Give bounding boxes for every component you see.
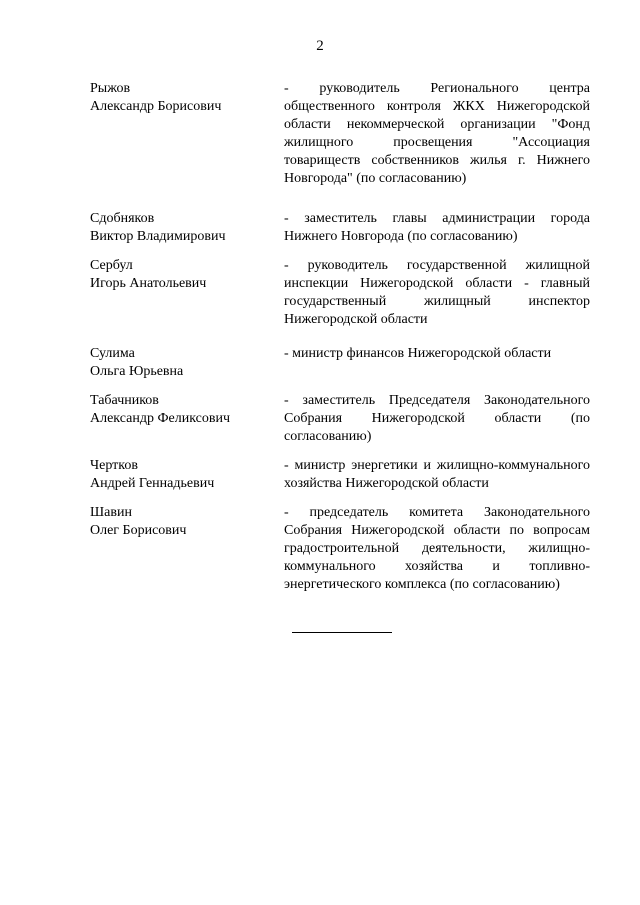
member-given-names: Андрей Геннадьевич [90, 476, 215, 491]
member-row [90, 392, 590, 446]
member-row [90, 257, 590, 329]
member-given-names: Виктор Владимирович [90, 229, 226, 244]
member-name [90, 457, 284, 493]
page-number: 2 [316, 38, 324, 54]
member-surname: Сербул [90, 258, 133, 273]
member-row [90, 210, 590, 246]
member-surname: Табачников [90, 393, 159, 408]
member-name [90, 504, 284, 594]
member-name [90, 257, 284, 329]
member-role: - руководитель государственной жилищной инспекции Нижегородской области - главный государственный жилищный инспектор Нижегородской области [284, 258, 590, 327]
member-name [90, 80, 284, 188]
member-name [90, 392, 284, 446]
member-name [90, 345, 284, 381]
member-role: - министр финансов Нижегородской области [284, 346, 552, 361]
member-role: - председатель комитета Законодательного Собрания Нижегородской области по вопросам градостроительной деятельности, жилищно-коммунального хозяйства и топливно-энергетического комплекса (по согласованию) [284, 505, 590, 592]
member-row [90, 457, 590, 493]
member-surname: Шавин [90, 505, 132, 520]
member-role: - руководитель Регионального центра общественного контроля ЖКХ Нижегородской области некоммерческой организации "Фонд жилищного просвещения "Ассоциация товариществ собственников жилья г. Нижнего Новгорода" (по согласованию) [284, 81, 590, 186]
member-given-names: Александр Борисович [90, 99, 222, 114]
member-role: - заместитель главы администрации города Нижнего Новгорода (по согласованию) [284, 211, 590, 244]
member-role: - министр энергетики и жилищно-коммунального хозяйства Нижегородской области [284, 458, 590, 491]
end-of-list-divider [292, 632, 392, 633]
member-role: - заместитель Председателя Законодательного Собрания Нижегородской области (по согласованию) [284, 393, 590, 444]
member-given-names: Александр Феликсович [90, 411, 231, 426]
member-name [90, 210, 284, 246]
member-surname: Сдобняков [90, 211, 155, 226]
member-surname: Чертков [90, 458, 138, 473]
member-surname: Сулима [90, 346, 135, 361]
member-row [90, 504, 590, 594]
member-given-names: Олег Борисович [90, 523, 187, 538]
member-row [90, 80, 590, 188]
member-row [90, 345, 590, 381]
member-given-names: Ольга Юрьевна [90, 364, 184, 379]
commission-member-list [90, 80, 590, 594]
member-given-names: Игорь Анатольевич [90, 276, 207, 291]
member-surname: Рыжов [90, 81, 131, 96]
